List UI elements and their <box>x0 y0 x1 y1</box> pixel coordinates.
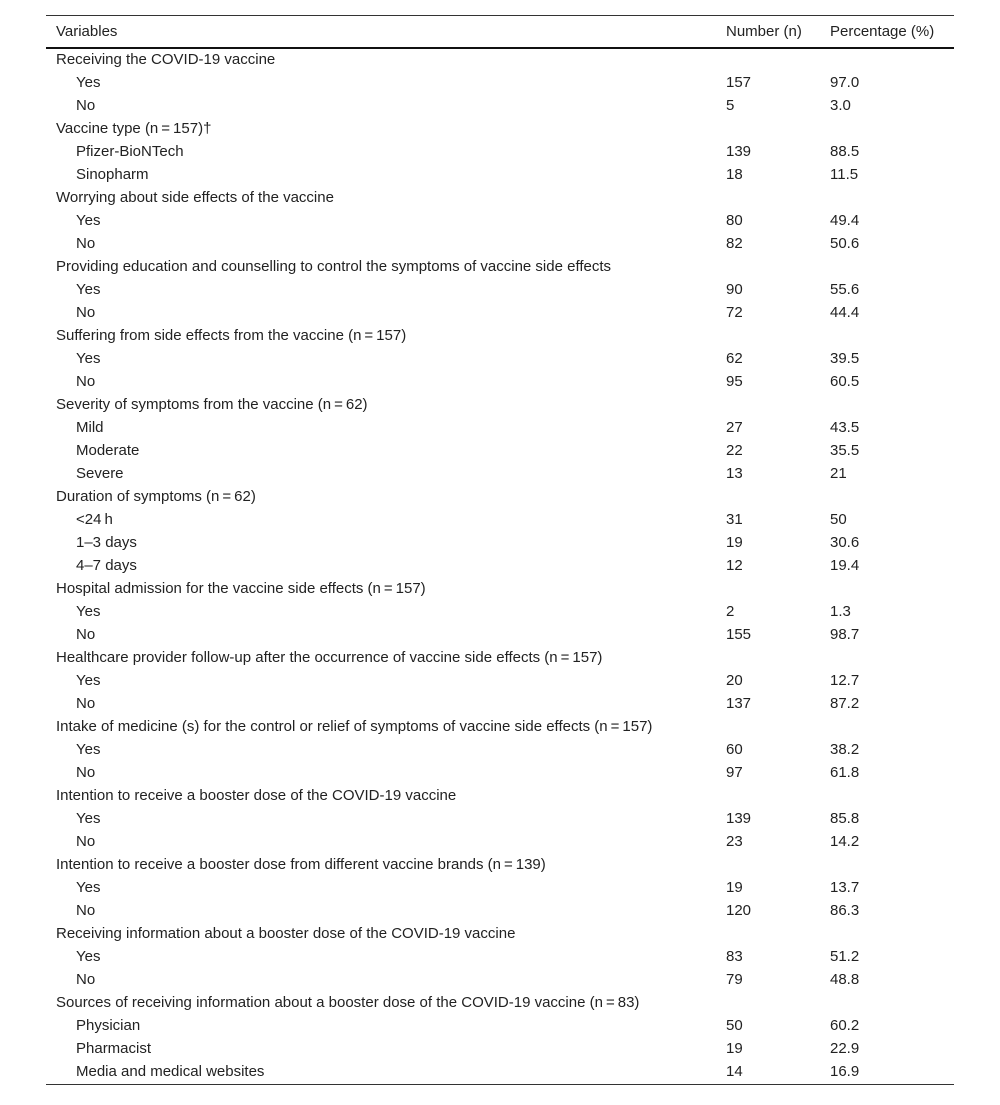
table-row <box>46 1014 954 1037</box>
row-percentage: 39.5 <box>830 349 860 367</box>
header-number: Number (n) <box>716 16 820 48</box>
row-label: Yes <box>76 211 101 229</box>
row-label: Yes <box>76 740 101 758</box>
row-number <box>716 48 820 71</box>
row-label: Yes <box>76 73 101 91</box>
row-number <box>716 922 820 945</box>
row-percentage <box>820 991 954 1014</box>
row-percentage: 50.6 <box>830 234 860 252</box>
table-row <box>46 278 954 301</box>
row-percentage: 16.9 <box>820 1060 954 1085</box>
row-number: 120 <box>726 901 752 919</box>
group-label: Suffering from side effects from the vaccine (n = 157) <box>56 326 407 344</box>
row-percentage: 60.2 <box>830 1016 860 1034</box>
table-group-row <box>46 255 954 278</box>
row-number: 60 <box>726 740 743 758</box>
table-row <box>46 600 954 623</box>
table-row <box>46 761 954 784</box>
row-label: No <box>76 96 96 114</box>
table-row <box>46 968 954 991</box>
row-label: Yes <box>76 349 101 367</box>
row-label: Pfizer-BioNTech <box>76 142 184 160</box>
table-row <box>46 807 954 830</box>
group-label: Hospital admission for the vaccine side effects (n = 157) <box>56 579 426 597</box>
row-number: 72 <box>726 303 743 321</box>
table-row <box>46 416 954 439</box>
table-row <box>46 554 954 577</box>
table-row <box>46 1060 954 1085</box>
data-table-container <box>46 15 954 1085</box>
row-percentage: 86.3 <box>830 901 860 919</box>
row-percentage: 22.9 <box>830 1039 860 1057</box>
table-row <box>46 669 954 692</box>
row-number: 18 <box>726 165 743 183</box>
table-group-row <box>46 784 954 807</box>
table-row <box>46 462 954 485</box>
row-number: 79 <box>726 970 743 988</box>
header-percentage: Percentage (%) <box>820 16 954 48</box>
row-percentage <box>820 577 954 600</box>
row-label: No <box>76 234 96 252</box>
row-label: Yes <box>76 602 101 620</box>
row-number <box>716 991 820 1014</box>
table-group-row <box>46 48 954 71</box>
row-number: 90 <box>726 280 743 298</box>
group-label: Intention to receive a booster dose from different vaccine brands (n = 139) <box>56 855 546 873</box>
row-number: 50 <box>726 1016 743 1034</box>
row-percentage: 30.6 <box>830 533 860 551</box>
row-number: 139 <box>726 142 752 160</box>
row-percentage <box>820 186 954 209</box>
table-row <box>46 623 954 646</box>
table-group-row <box>46 715 954 738</box>
group-label: Providing education and counselling to control the symptoms of vaccine side effects <box>56 257 612 275</box>
row-percentage: 88.5 <box>830 142 860 160</box>
row-percentage: 61.8 <box>830 763 860 781</box>
row-label: Media and medical websites <box>46 1060 716 1085</box>
row-percentage: 11.5 <box>830 165 859 183</box>
group-label: Duration of symptoms (n = 62) <box>56 487 256 505</box>
row-number: 62 <box>726 349 743 367</box>
row-number: 14 <box>716 1060 820 1085</box>
row-percentage <box>820 255 954 278</box>
row-percentage <box>820 117 954 140</box>
row-percentage <box>820 853 954 876</box>
row-percentage: 1.3 <box>830 602 851 620</box>
row-percentage: 43.5 <box>830 418 860 436</box>
row-percentage: 50 <box>830 510 847 528</box>
row-label: Yes <box>76 809 101 827</box>
table-row <box>46 94 954 117</box>
row-percentage <box>820 922 954 945</box>
table-row <box>46 876 954 899</box>
row-label: Yes <box>76 878 101 896</box>
table-group-row <box>46 117 954 140</box>
group-label: Intake of medicine (s) for the control or relief of symptoms of vaccine side effects (n = 157) <box>56 717 653 735</box>
row-number: 2 <box>726 602 735 620</box>
table-group-row <box>46 577 954 600</box>
row-label: No <box>76 832 96 850</box>
row-number <box>716 577 820 600</box>
row-number: 19 <box>726 1039 743 1057</box>
table-row <box>46 140 954 163</box>
row-number <box>716 485 820 508</box>
row-label: Yes <box>76 280 101 298</box>
table-group-row <box>46 853 954 876</box>
row-number <box>716 853 820 876</box>
row-label: Yes <box>76 671 101 689</box>
row-percentage: 60.5 <box>830 372 860 390</box>
row-number: 12 <box>726 556 743 574</box>
row-number <box>716 117 820 140</box>
row-label: Pharmacist <box>76 1039 152 1057</box>
row-percentage <box>820 485 954 508</box>
table-row <box>46 439 954 462</box>
row-percentage: 35.5 <box>830 441 860 459</box>
header-variables: Variables <box>46 16 716 48</box>
row-label: Moderate <box>76 441 140 459</box>
row-number <box>716 324 820 347</box>
row-percentage: 98.7 <box>830 625 860 643</box>
table-row <box>46 531 954 554</box>
row-label: No <box>76 303 96 321</box>
group-label: Vaccine type (n = 157)† <box>56 119 212 137</box>
table-row <box>46 347 954 370</box>
row-number: 80 <box>726 211 743 229</box>
table-group-row <box>46 324 954 347</box>
row-label: <24 h <box>76 510 113 528</box>
row-number: 22 <box>726 441 743 459</box>
row-number: 19 <box>726 878 743 896</box>
row-label: No <box>76 372 96 390</box>
table-row <box>46 692 954 715</box>
row-percentage: 12.7 <box>830 671 860 689</box>
table-group-row <box>46 485 954 508</box>
row-label: Mild <box>76 418 104 436</box>
table-group-row <box>46 646 954 669</box>
table-row <box>46 738 954 761</box>
row-label: No <box>76 694 96 712</box>
table-row <box>46 301 954 324</box>
table-header <box>46 16 954 48</box>
row-number <box>716 784 820 807</box>
row-percentage: 87.2 <box>830 694 860 712</box>
row-number: 23 <box>726 832 743 850</box>
row-number: 155 <box>726 625 752 643</box>
row-number: 83 <box>726 947 743 965</box>
row-number <box>716 646 820 669</box>
row-number <box>716 255 820 278</box>
row-percentage: 3.0 <box>830 96 851 114</box>
row-percentage: 38.2 <box>830 740 860 758</box>
group-label: Intention to receive a booster dose of the COVID-19 vaccine <box>56 786 457 804</box>
row-number: 19 <box>726 533 743 551</box>
row-number: 95 <box>726 372 743 390</box>
table-group-row <box>46 186 954 209</box>
row-percentage: 13.7 <box>830 878 860 896</box>
row-label: No <box>76 901 96 919</box>
table-body <box>46 48 954 1085</box>
row-percentage: 51.2 <box>830 947 860 965</box>
row-number <box>716 715 820 738</box>
row-percentage: 55.6 <box>830 280 860 298</box>
row-number: 97 <box>726 763 743 781</box>
row-label: Yes <box>76 947 101 965</box>
row-percentage <box>820 646 954 669</box>
row-number: 137 <box>726 694 752 712</box>
table-row <box>46 899 954 922</box>
table-row <box>46 163 954 186</box>
table-row <box>46 370 954 393</box>
row-label: No <box>76 970 96 988</box>
table-row <box>46 1037 954 1060</box>
row-label: 1–3 days <box>76 533 137 551</box>
row-percentage: 19.4 <box>830 556 860 574</box>
row-percentage <box>820 48 954 71</box>
row-number: 139 <box>726 809 752 827</box>
vaccine-survey-table <box>46 15 954 1085</box>
row-label: No <box>76 763 96 781</box>
table-group-row <box>46 393 954 416</box>
row-label: Severe <box>76 464 124 482</box>
row-number: 27 <box>726 418 743 436</box>
row-number: 20 <box>726 671 743 689</box>
table-group-row <box>46 991 954 1014</box>
row-percentage: 21 <box>830 464 847 482</box>
row-percentage: 48.8 <box>830 970 860 988</box>
table-row <box>46 232 954 255</box>
row-percentage: 14.2 <box>830 832 860 850</box>
group-label: Worrying about side effects of the vaccine <box>56 188 334 206</box>
group-label: Sources of receiving information about a booster dose of the COVID-19 vaccine (n = 83) <box>56 993 640 1011</box>
row-label: Physician <box>76 1016 141 1034</box>
table-row <box>46 71 954 94</box>
row-label: Sinopharm <box>76 165 149 183</box>
row-label: 4–7 days <box>76 556 137 574</box>
table-row <box>46 508 954 531</box>
row-percentage: 97.0 <box>830 73 860 91</box>
group-label: Receiving the COVID-19 vaccine <box>56 51 276 68</box>
table-row <box>46 945 954 968</box>
group-label: Severity of symptoms from the vaccine (n = 62) <box>56 395 368 413</box>
row-number <box>716 186 820 209</box>
header-row <box>46 16 954 48</box>
row-number: 13 <box>726 464 743 482</box>
table-row <box>46 830 954 853</box>
row-number: 157 <box>726 73 752 91</box>
row-percentage: 85.8 <box>830 809 860 827</box>
row-percentage <box>820 324 954 347</box>
group-label: Healthcare provider follow-up after the occurrence of vaccine side effects (n = 157) <box>56 648 603 666</box>
row-number: 5 <box>726 96 735 114</box>
row-number: 82 <box>726 234 743 252</box>
row-percentage <box>820 715 954 738</box>
row-percentage <box>820 393 954 416</box>
row-percentage <box>820 784 954 807</box>
row-number: 31 <box>726 510 743 528</box>
table-group-row <box>46 922 954 945</box>
row-percentage: 44.4 <box>830 303 860 321</box>
row-number <box>716 393 820 416</box>
group-label: Receiving information about a booster dose of the COVID-19 vaccine <box>56 924 516 942</box>
table-row <box>46 209 954 232</box>
row-percentage: 49.4 <box>830 211 860 229</box>
row-label: No <box>76 625 96 643</box>
